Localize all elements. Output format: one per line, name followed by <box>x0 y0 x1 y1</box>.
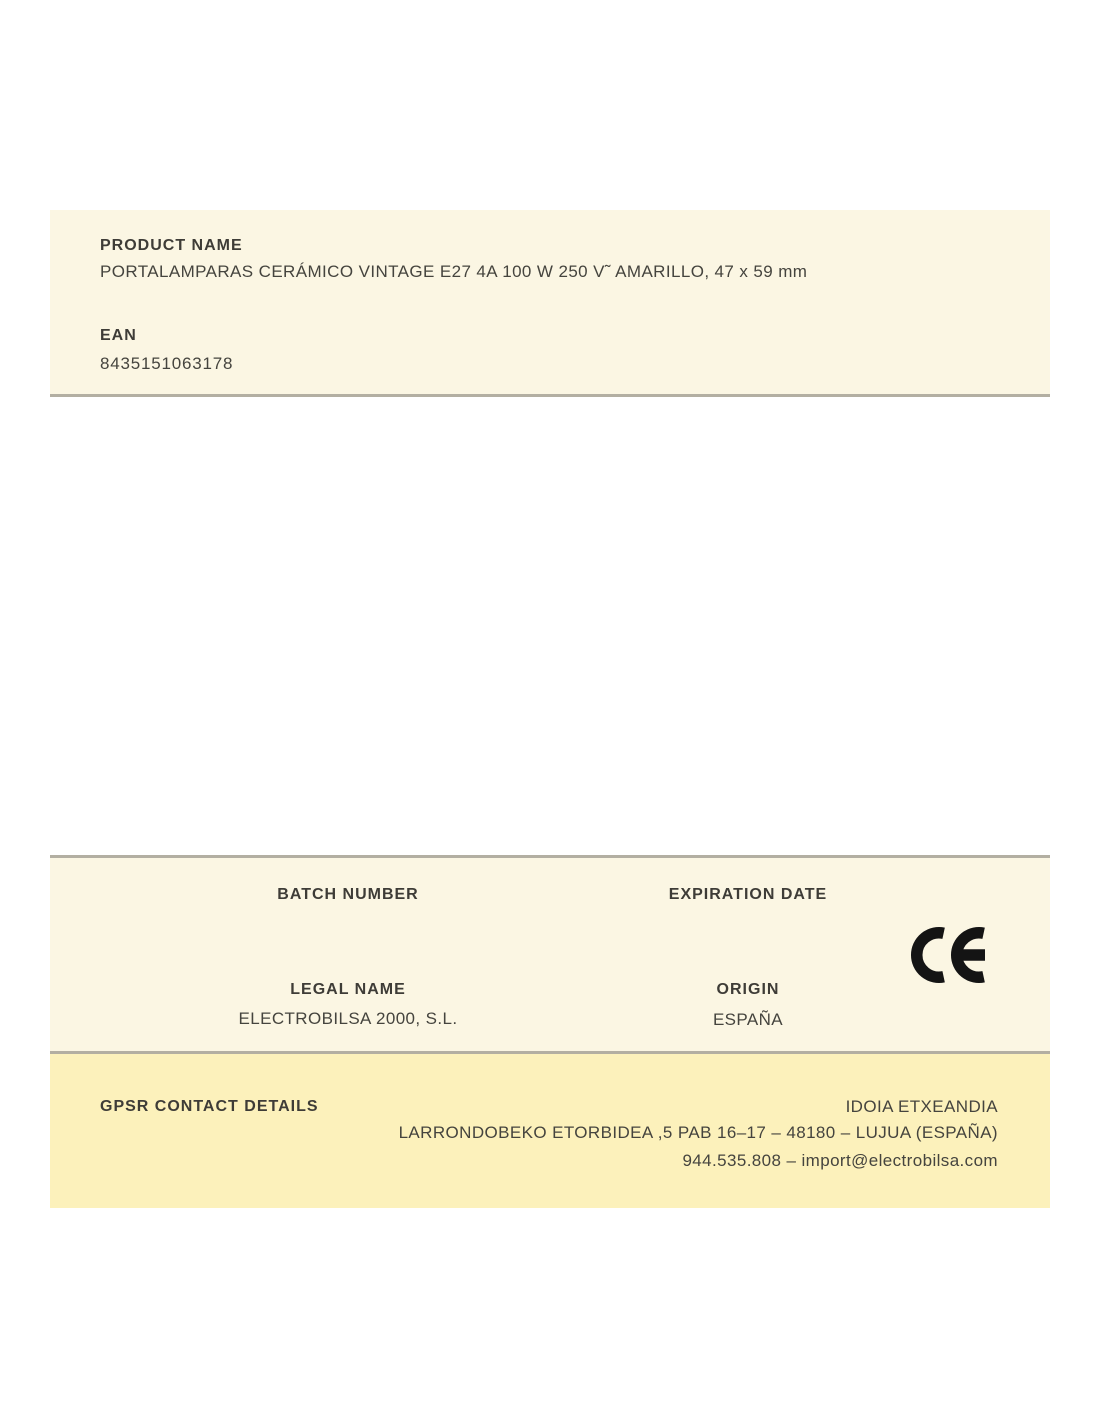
ce-mark-icon <box>908 925 1008 985</box>
batch-number-label: BATCH NUMBER <box>277 886 419 903</box>
product-section <box>50 210 1050 394</box>
ean-value: 8435151063178 <box>100 354 234 373</box>
gpsr-contact-address: LARRONDOBEKO ETORBIDEA ,5 PAB 16–17 – 48180 – LUJUA (ESPAÑA) <box>398 1123 998 1142</box>
origin-value: ESPAÑA <box>712 1010 784 1029</box>
legal-name-label: LEGAL NAME <box>290 981 406 998</box>
legal-name-value: ELECTROBILSA 2000, S.L. <box>238 1009 458 1028</box>
section-divider <box>50 394 1050 397</box>
batch-section <box>50 858 1050 1051</box>
gpsr-contact-label: GPSR CONTACT DETAILS <box>100 1098 319 1115</box>
product-name-label: PRODUCT NAME <box>100 237 243 254</box>
gpsr-contact-phone-email: 944.535.808 – import@electrobilsa.com <box>682 1151 998 1170</box>
gpsr-contact-name: IDOIA ETXEANDIA <box>845 1097 998 1116</box>
product-name-value: PORTALAMPARAS CERÁMICO VINTAGE E27 4A 100 W 250 V˜ AMARILLO, 47 x 59 mm <box>100 262 808 281</box>
expiration-date-label: EXPIRATION DATE <box>668 886 828 903</box>
origin-label: ORIGIN <box>716 981 780 998</box>
ean-label: EAN <box>100 327 137 344</box>
gpsr-section <box>50 1054 1050 1208</box>
